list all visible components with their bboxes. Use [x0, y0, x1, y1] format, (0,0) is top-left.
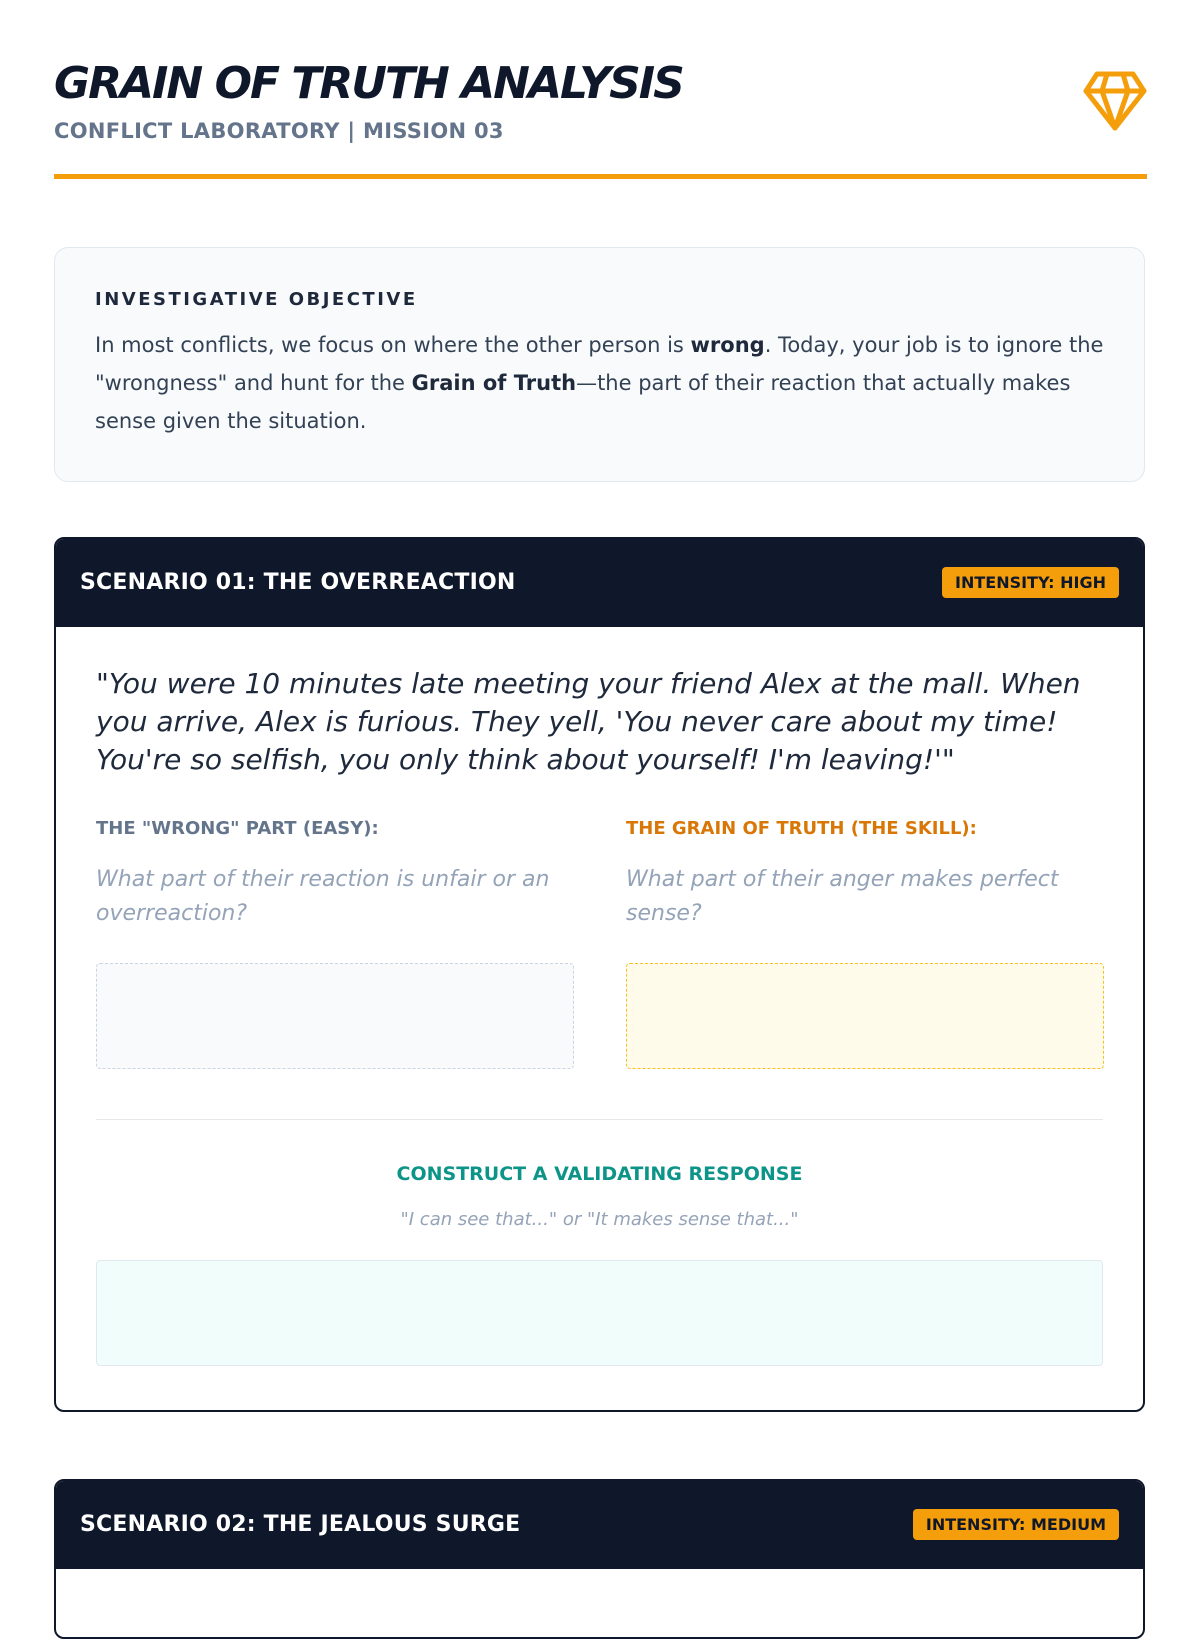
objective-text: [95, 326, 1104, 440]
scenario-header: [56, 1481, 1143, 1569]
grain-of-truth-column: [626, 817, 1104, 1069]
scenario-body: [56, 627, 1143, 1366]
validating-response-label: CONSTRUCT A VALIDATING RESPONSE: [396, 1163, 803, 1185]
objective-text-part: —the part of their reaction that actually makes sense given the situation.: [95, 371, 1071, 433]
intensity-badge: INTENSITY: MEDIUM: [913, 1509, 1119, 1540]
scenario-title: SCENARIO 01: THE OVERREACTION: [80, 570, 516, 595]
objective-text-part: . Today, your job is to ignore the "wrongness" and hunt for the: [95, 333, 1104, 395]
objective-text-part: In most conflicts, we focus on where the other person is: [95, 333, 691, 357]
worksheet-page: [54, 0, 1147, 1537]
header-divider: [54, 174, 1147, 179]
validating-response-hint: "I can see that..." or "It makes sense that...": [400, 1209, 799, 1230]
scenario-title: SCENARIO 02: THE JEALOUS SURGE: [80, 1512, 521, 1537]
objective-emphasis-grain: Grain of Truth: [411, 371, 577, 395]
wrong-part-label: THE "WRONG" PART (EASY):: [96, 818, 379, 839]
gem-icon: [1083, 70, 1147, 132]
scenario-header: [56, 539, 1143, 627]
scenario-card-01: [54, 537, 1145, 1412]
grain-of-truth-label: THE GRAIN OF TRUTH (THE SKILL):: [626, 818, 977, 839]
objective-label: INVESTIGATIVE OBJECTIVE: [95, 289, 418, 310]
wrong-part-column: [96, 817, 574, 1069]
validating-response-box[interactable]: [96, 1260, 1103, 1366]
scenario-quote: "You were 10 minutes late meeting your friend Alex at the mall. When you arrive, Alex is furious. They yell, 'You never care about my time! You're so selfish, you only think about yourself! I'm leaving!'": [96, 667, 1081, 776]
grain-of-truth-prompt: What part of their anger makes perfect sense?: [626, 867, 1059, 926]
objective-emphasis-wrong: wrong: [690, 333, 765, 357]
wrong-part-prompt: What part of their reaction is unfair or an overreaction?: [96, 867, 550, 926]
page-title: GRAIN OF TRUTH ANALYSIS: [54, 58, 683, 109]
scenario-card-02: [54, 1479, 1145, 1639]
page-header: [54, 0, 1147, 182]
intensity-badge: INTENSITY: HIGH: [942, 567, 1119, 598]
objective-panel: [54, 247, 1145, 482]
page-subtitle: CONFLICT LABORATORY | MISSION 03: [54, 119, 504, 143]
grain-of-truth-answer-box[interactable]: [626, 963, 1104, 1069]
analysis-columns: [96, 817, 1103, 1067]
section-divider: [96, 1119, 1103, 1120]
wrong-part-answer-box[interactable]: [96, 963, 574, 1069]
